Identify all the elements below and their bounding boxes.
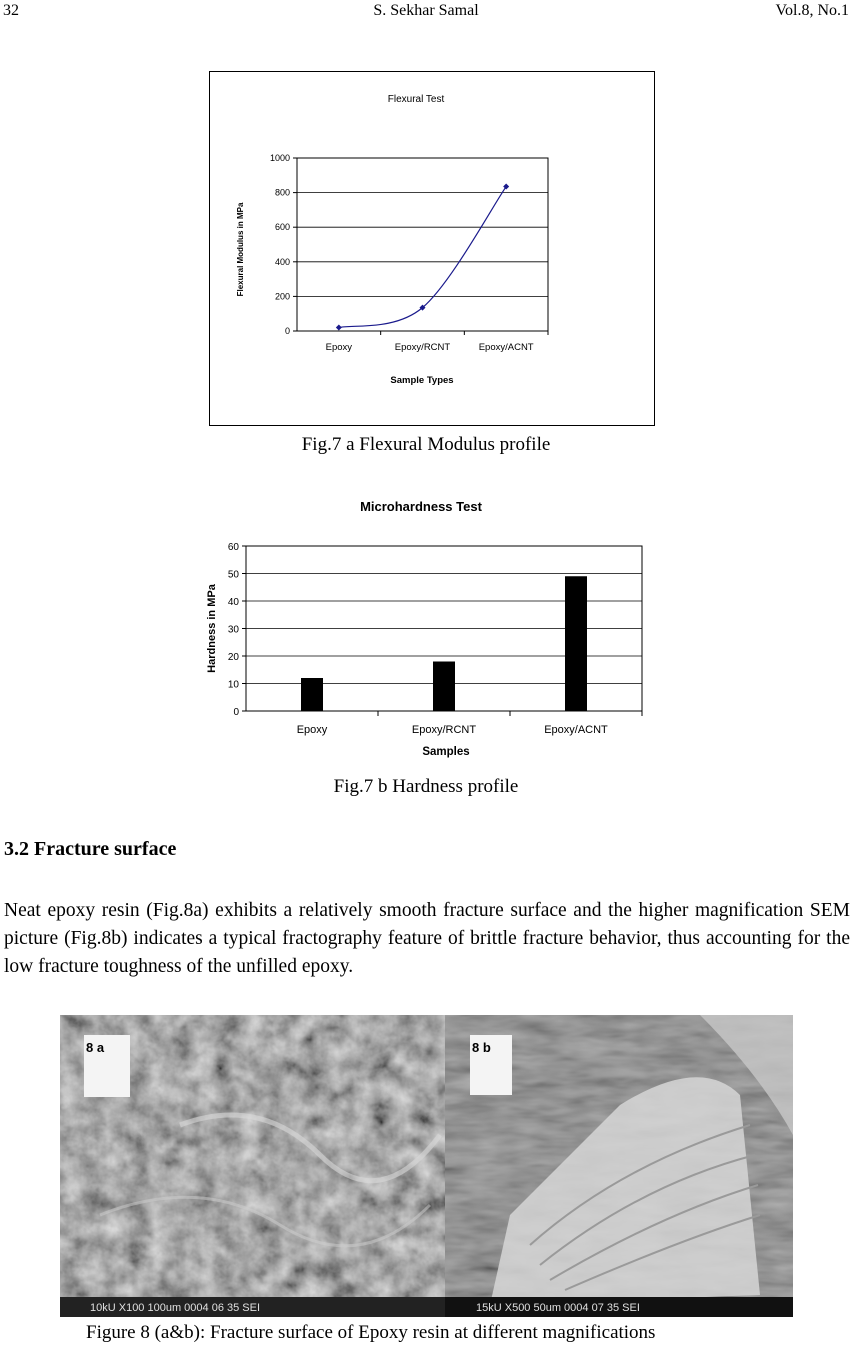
y-tick-label: 50 [227, 569, 239, 581]
page-number: 32 [3, 2, 19, 19]
y-tick-label: 40 [227, 597, 239, 608]
chart-title: Microhardness Test [360, 499, 482, 514]
panel-label-b: 8 b [472, 1040, 491, 1055]
x-tick-label: Epoxy/ACNT [544, 724, 608, 736]
x-axis-label: Sample Types [390, 375, 454, 386]
sem-figure [60, 1015, 793, 1317]
scalebar-b: 15kU X500 50um 0004 07 35 SEI [476, 1302, 640, 1314]
body-paragraph: Neat epoxy resin (Fig.8a) exhibits a relatively smooth fracture surface and the higher magnification SEM picture (Fig.8b) indicates a typical fractography feature of brittle fracture behavior, thus accounting for the low fracture toughness of the unfilled epoxy. [4, 900, 850, 977]
x-axis-label: Samples [422, 746, 470, 758]
fig7b-caption: Fig.7 b Hardness profile [333, 776, 519, 797]
x-tick-label: Epoxy [325, 342, 353, 353]
flexural-chart [209, 71, 655, 427]
y-tick-label: 60 [227, 542, 239, 553]
fig8-caption: Figure 8 (a&b): Fracture surface of Epoxy resin at different magnifications [86, 1322, 656, 1343]
fig7a-caption: Fig.7 a Flexural Modulus profile [301, 434, 551, 455]
bar [565, 576, 587, 711]
chart-frame [210, 72, 655, 426]
section-heading: 3.2 Fracture surface [4, 838, 177, 860]
y-tick-label: 1000 [269, 153, 290, 163]
scalebar-a: 10kU X100 100um 0004 06 35 SEI [90, 1302, 261, 1314]
bar [301, 678, 323, 711]
x-tick-label: Epoxy/ACNT [478, 342, 534, 353]
bar [433, 662, 455, 712]
y-tick-label: 10 [227, 679, 239, 691]
x-tick-label: Epoxy/RCNT [394, 342, 451, 353]
chart-title: Flexural Test [387, 94, 445, 105]
x-tick-label: Epoxy [296, 724, 328, 736]
y-tick-label: 600 [274, 222, 290, 233]
y-tick-label: 0 [233, 707, 239, 718]
y-tick-label: 200 [274, 291, 290, 302]
sem-panel-b [445, 1015, 793, 1317]
hardness-chart [195, 492, 655, 764]
y-axis-label: Flexural Modulus in MPa [236, 202, 245, 297]
sem-images [60, 1015, 793, 1317]
y-tick-label: 20 [227, 652, 239, 663]
running-author: S. Sekhar Samal [373, 2, 479, 19]
y-tick-label: 400 [274, 256, 290, 267]
y-tick-label: 30 [227, 624, 239, 636]
y-tick-label: 800 [274, 187, 290, 198]
y-tick-label: 0 [284, 326, 290, 336]
panel-label-a: 8 a [86, 1040, 105, 1055]
x-tick-label: Epoxy/RCNT [411, 724, 477, 736]
y-axis-label: Hardness in MPa [206, 584, 218, 673]
sem-panel-a [60, 1015, 445, 1317]
volume-label: Vol.8, No.1 [775, 2, 849, 19]
